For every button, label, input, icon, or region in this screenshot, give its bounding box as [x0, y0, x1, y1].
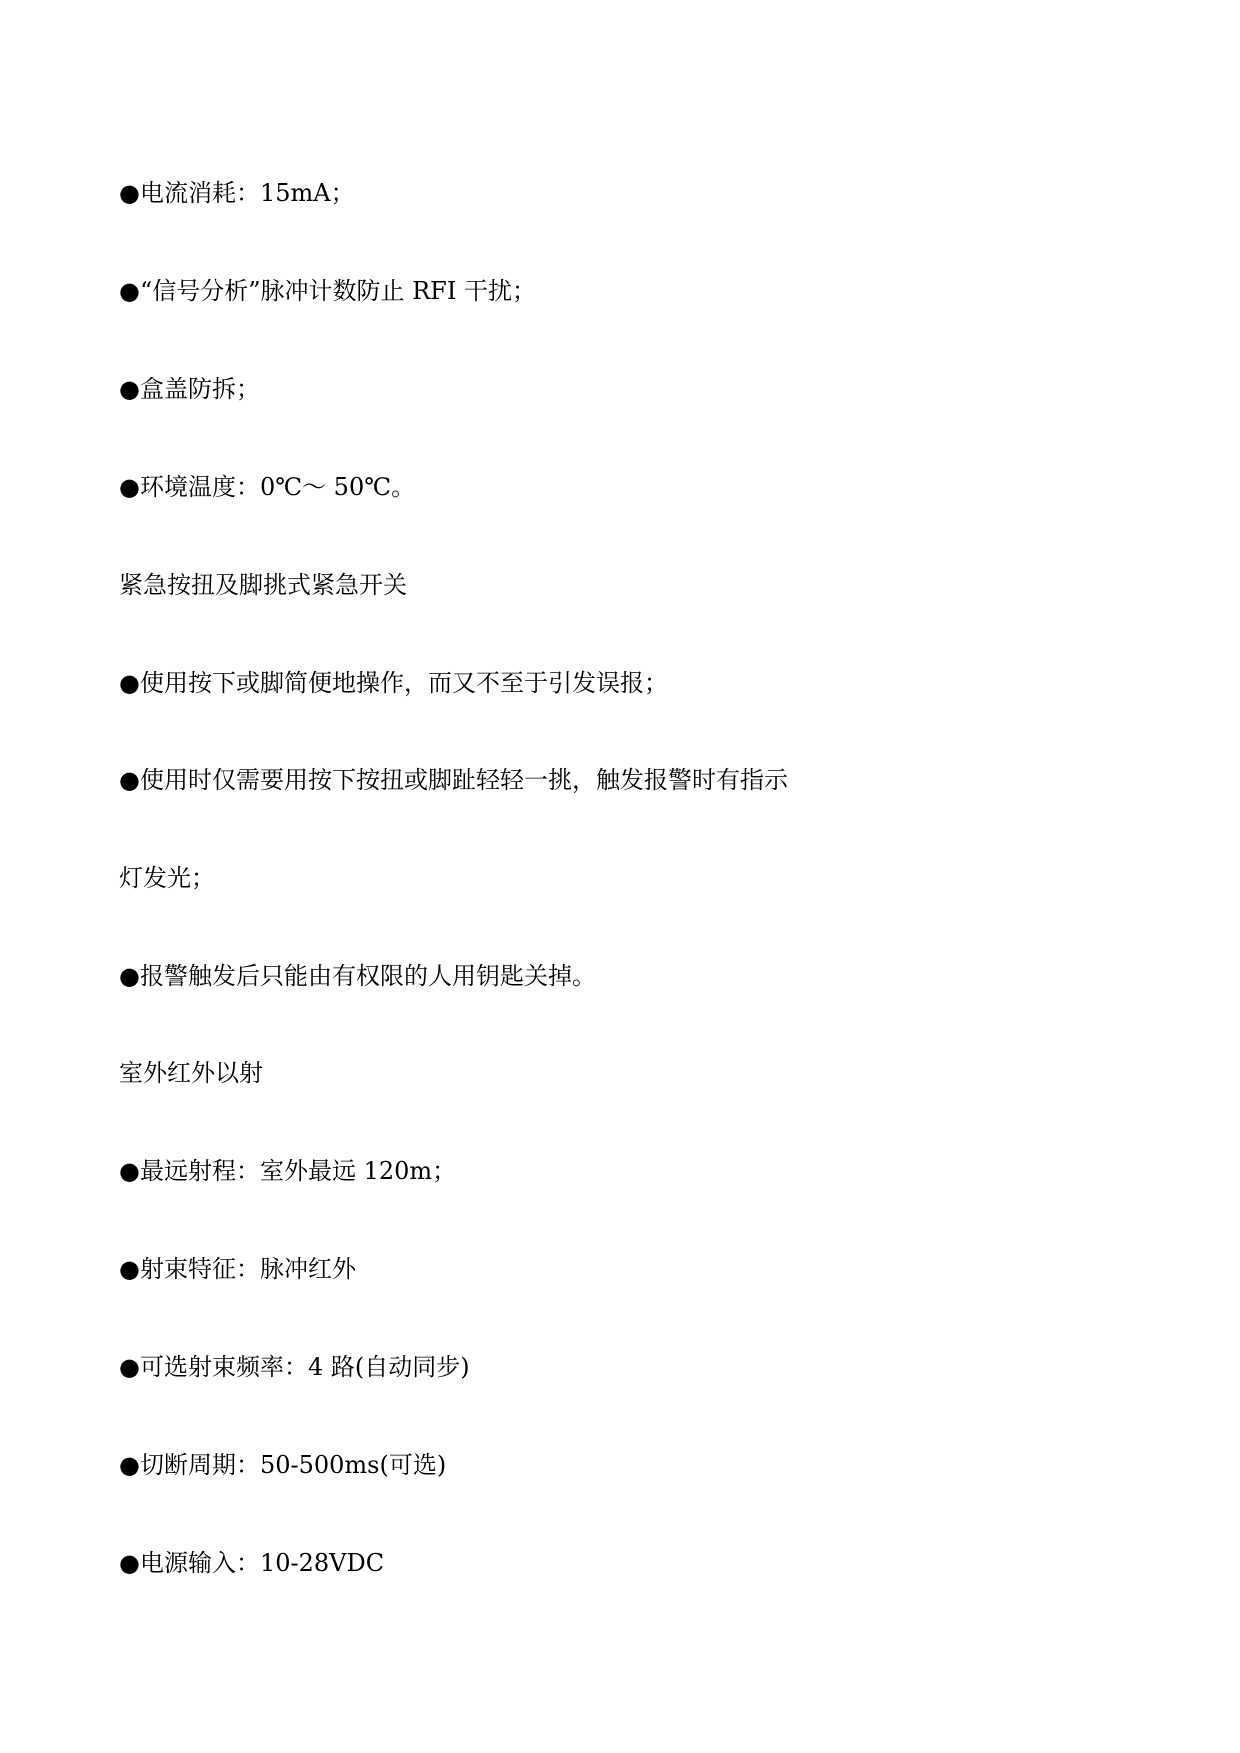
spec-tamper-cover: ●盒盖防拆； [119, 375, 260, 403]
section-heading-emergency-switch: 紧急按扭及脚挑式紧急开关 [119, 571, 407, 599]
spec-key-reset: ●报警触发后只能由有权限的人用钥匙关掉。 [119, 962, 596, 990]
spec-indicator-light-cont: 灯发光； [119, 864, 215, 892]
spec-max-range: ●最远射程：室外最远 120m； [119, 1157, 457, 1185]
spec-interrupt-period: ●切断周期：50-500ms(可选) [119, 1451, 447, 1479]
spec-beam-frequency: ●可选射束频率：4 路(自动同步) [119, 1353, 470, 1381]
spec-ambient-temperature: ●环境温度：0℃～ 50℃。 [119, 473, 416, 501]
spec-current-consumption: ●电流消耗：15mA； [119, 179, 355, 207]
spec-indicator-light: ●使用时仅需要用按下按扭或脚趾轻轻一挑，触发报警时有指示 [119, 766, 788, 794]
spec-beam-type: ●射束特征：脉冲红外 [119, 1255, 356, 1283]
spec-easy-operation: ●使用按下或脚简便地操作，而又不至于引发误报； [119, 669, 668, 697]
spec-signal-analysis: ●“信号分析”脉冲计数防止 RFI 干扰； [119, 277, 536, 305]
spec-power-input: ●电源输入：10-28VDC [119, 1549, 385, 1577]
section-heading-outdoor-ir: 室外红外以射 [119, 1059, 263, 1087]
